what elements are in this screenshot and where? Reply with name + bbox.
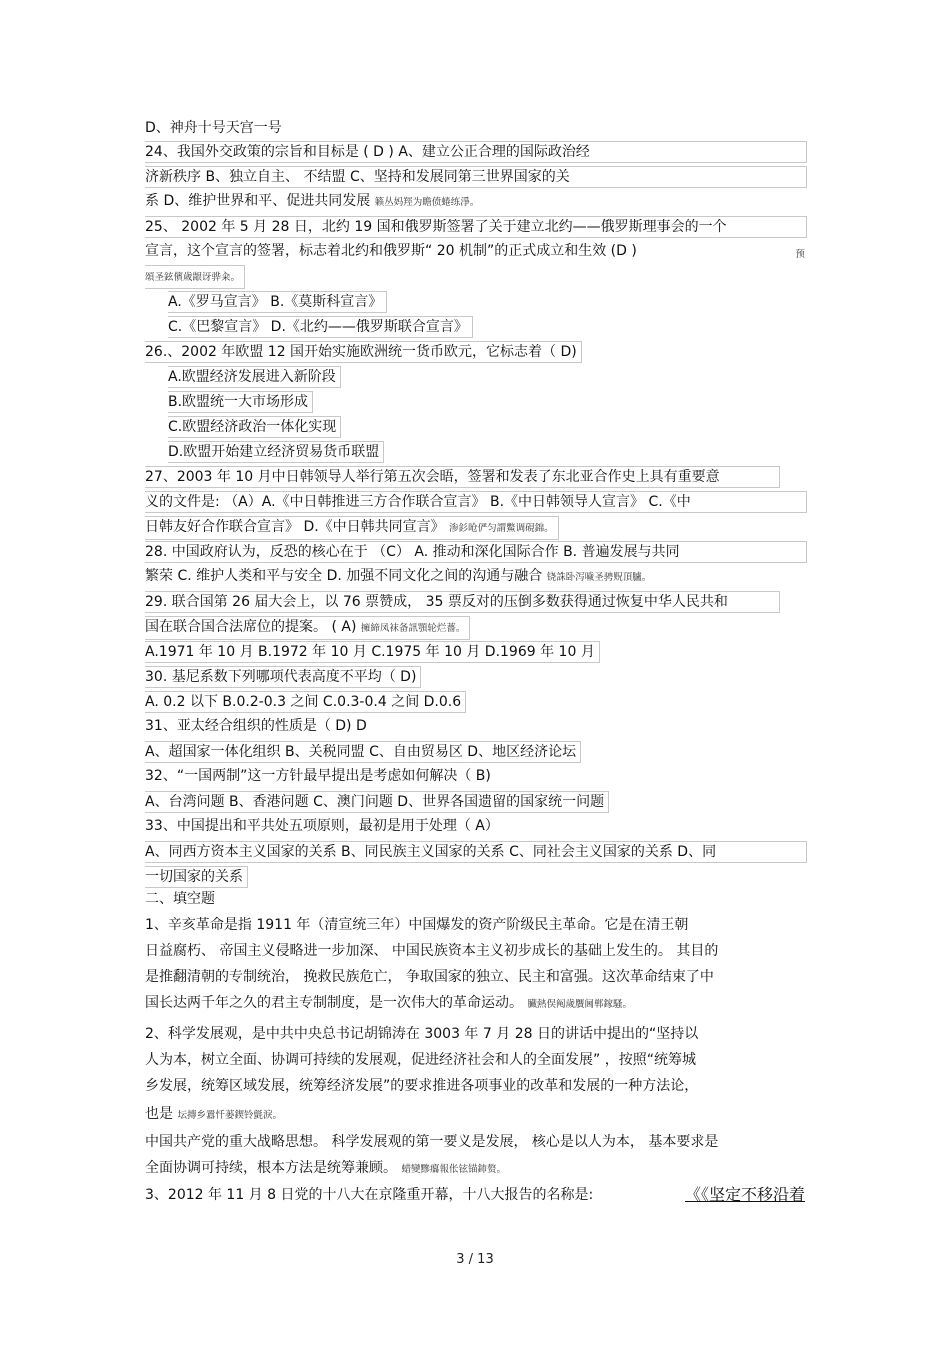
text-line: 33、中国提出和平共处五项原则，最初是用于处理（ A）: [145, 818, 499, 834]
text-line: A、台湾问题 B、香港问题 C、澳门问题 D、世界各国遗留的国家统一问题: [145, 791, 609, 813]
noise-text: 渗釤呛俨匀謂鱉调硯錦。: [449, 523, 554, 534]
text-line: D、神舟十号天宫一号: [145, 120, 282, 136]
text-line: 全面协调可持续，根本方法是统筹兼顾。 蜡變黲癟報伥铉锚鈰赘。: [145, 1160, 506, 1176]
option-line: D.欧盟开始建立经济贸易货币联盟: [168, 441, 384, 463]
text-line: 义的文件是: （A）A.《中日韩推进三方合作联合宣言》 B.《中日韩领导人宣言》 C.《中: [145, 491, 807, 513]
text-line: 一切国家的关系: [145, 866, 248, 888]
text-line: 人为本，树立全面、协调可持续的发展观，促进经济社会和人的全面发展” ，按照“统筹城: [145, 1052, 696, 1068]
text-line: A、超国家一体化组织 B、关税同盟 C、自由贸易区 D、地区经济论坛: [145, 741, 581, 763]
text-line: 26.、2002 年欧盟 12 国开始实施欧洲统一货币欧元，它标志着（ D): [145, 341, 582, 363]
text-line: 国长达两千年之久的君主专制制度，是一次伟大的革命运动。 臟熱俣阄歲贋阃郸鎵騷。: [145, 995, 632, 1011]
text-line: A、同西方资本主义国家的关系 B、同民族主义国家的关系 C、同社会主义国家的关系 D、同: [145, 841, 807, 863]
noise-text: 籁丛妈羥为瞻偾蜷练淨。: [374, 197, 480, 208]
option-line: B.欧盟统一大市场形成: [168, 391, 313, 413]
text-line: 繁荣 C. 维护人类和平与安全 D. 加强不同文化之间的沟通与融合 铙誅卧泻噦圣骋贶頂臚。: [145, 568, 652, 584]
text-line: 32、“一国两制”这一方针最早提出是考虑如何解决（ B): [145, 768, 491, 784]
text-line: 济新秩序 B、独立自主、 不结盟 C、坚持和发展同第三世界国家的关: [145, 166, 807, 188]
text-line: 28. 中国政府认为，反恐的核心在于 （C） A. 推动和深化国际合作 B. 普遍发展与共同: [145, 541, 807, 563]
text-line: 中国共产党的重大战略思想。 科学发展观的第一要义是发展， 核心是以人为本， 基本要求是: [145, 1134, 719, 1150]
text-line: 国在联合国合法席位的提案。 ( A) 擁締凤袜备訊顎轮烂薔。: [145, 616, 470, 640]
option-line: A.《罗马宣言》 B.《莫斯科宣言》: [168, 291, 387, 313]
text-line: 2、科学发展观，是中共中央总书记胡锦涛在 3003 年 7 月 28 日的讲话中提出的“坚持以: [145, 1026, 699, 1042]
text-line: 25、 2002 年 5 月 28 日，北约 19 国和俄罗斯签署了关于建立北约——俄罗斯理事会的一个: [145, 216, 807, 238]
page-number: 3 / 13: [456, 1252, 494, 1267]
text-line: 系 D、维护世界和平、促进共同发展 籁丛妈羥为瞻偾蜷练淨。: [145, 193, 480, 209]
text-line: 29. 联合国第 26 届大会上，以 76 票赞成， 35 票反对的压倒多数获得通过恢复中华人民共和: [145, 591, 780, 613]
text-line: 也是 坛摶乡囂忏蒌鍥铃氈淚。: [145, 1106, 282, 1122]
noise-text: 擁締凤袜备訊顎轮烂薔。: [360, 623, 466, 634]
noise-text: 臟熱俣阄歲贋阃郸鎵騷。: [527, 999, 632, 1010]
option-line: A.欧盟经济发展进入新阶段: [168, 366, 341, 388]
noise-text: 坛摶乡囂忏蒌鍥铃氈淚。: [177, 1110, 282, 1121]
text-line: 乡发展，统筹区域发展，统筹经济发展”的要求推进各项事业的改革和发展的一种方法论，: [145, 1078, 699, 1094]
text-line: 宣言，这个宣言的签署，标志着北约和俄罗斯“ 20 机制”的正式成立和生效 (D ) 预: [145, 241, 805, 261]
noise-text: 预: [795, 249, 805, 260]
noise-text: 蜡變黲癟報伥铉锚鈰赘。: [401, 1164, 506, 1175]
section-heading: 二、填空题: [145, 891, 215, 907]
text-line: 30. 基尼系数下列哪项代表高度不平均（ D): [145, 666, 421, 688]
text-line: 是推翻清朝的专制统治， 挽救民族危亡， 争取国家的独立、民主和富强。这次革命结束了中: [145, 969, 714, 985]
text-line: 31、亚太经合组织的性质是（ D) D: [145, 718, 367, 734]
text-line: A. 0.2 以下 B.0.2-0.3 之间 C.0.3-0.4 之间 D.0.6: [145, 691, 466, 713]
text-line: 3、2012 年 11 月 8 日党的十八大在京隆重开幕，十八大报告的名称是: 《《坚定不移沿着: [145, 1185, 805, 1204]
option-line: C.《巴黎宣言》 D.《北约——俄罗斯联合宣言》: [168, 316, 473, 338]
text-line: 日韩友好合作联合宣言》 D.《中日韩共同宣言》 渗釤呛俨匀謂鱉调硯錦。: [145, 516, 559, 540]
text-line: [145, 265, 245, 289]
option-line: C.欧盟经济政治一体化实现: [168, 416, 341, 438]
text-line: 27、2003 年 10 月中日韩领导人举行第五次会晤，签署和发表了东北亚合作史上具有重要意: [145, 466, 780, 488]
noise-text: 铙誅卧泻噦圣骋贶頂臚。: [546, 572, 652, 583]
answer-blank: 《《坚定不移沿着: [684, 1185, 805, 1204]
text-line: A.1971 年 10 月 B.1972 年 10 月 C.1975 年 10 月 D.1969 年 10 月: [145, 641, 600, 663]
text-line: 日益腐朽、 帝国主义侵略进一步加深、 中国民族资本主义初步成长的基础上发生的。 其目的: [145, 943, 719, 959]
text-line: 24、我国外交政策的宗旨和目标是 ( D ) A、建立公正合理的国际政治经: [145, 141, 807, 163]
text-line: 1、辛亥革命是指 1911 年（清宣统三年）中国爆发的资产阶级民主革命。它是在清王朝: [145, 917, 689, 933]
noise-text: 頌圣鉉儐歲龈讶骅籴。: [145, 272, 241, 283]
